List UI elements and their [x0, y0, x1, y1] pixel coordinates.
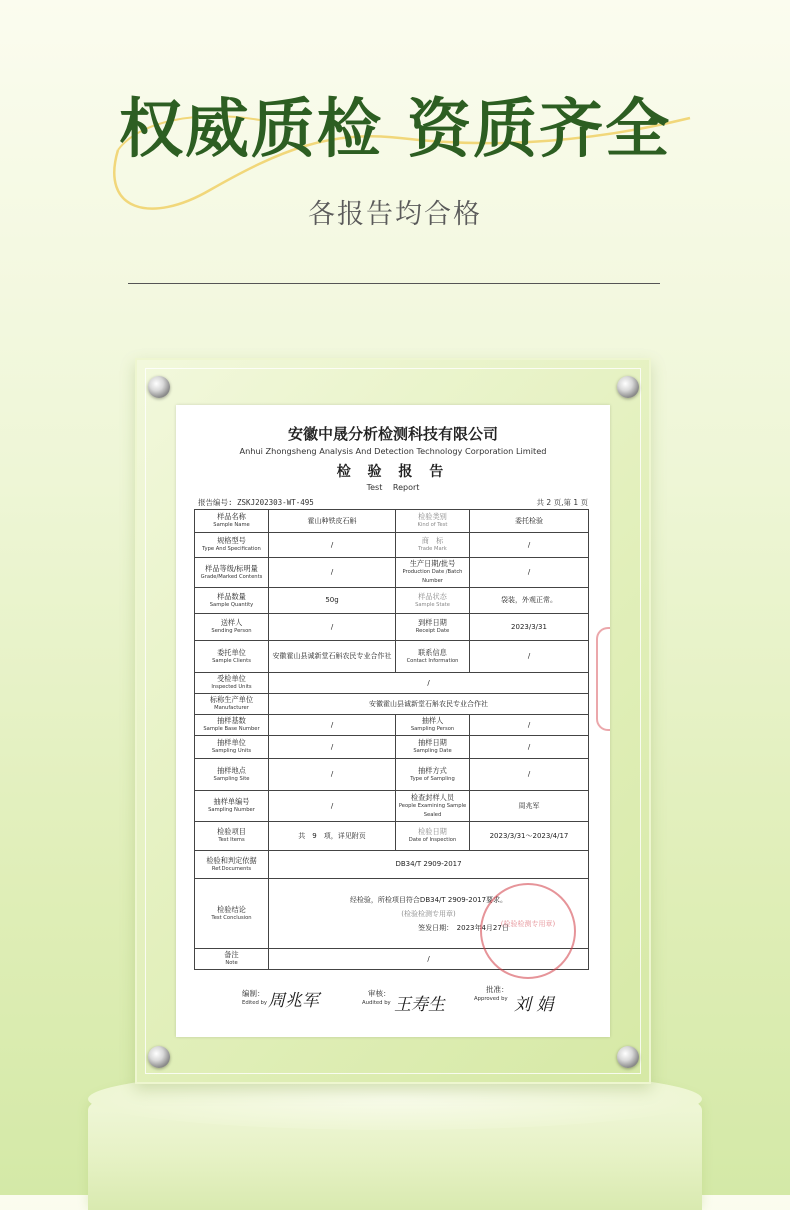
field-label: 抽样方式 Type of Sampling [396, 759, 470, 791]
field-value: 袋装，外观正常。 [470, 588, 589, 614]
field-value: DB34/T 2909-2017 [269, 851, 589, 879]
field-value: / [470, 736, 589, 759]
field-label: 委托单位 Sample Clients [195, 641, 269, 673]
field-value: / [269, 558, 396, 588]
field-label: 抽样人 Sampling Person [396, 715, 470, 736]
field-label: 检验项目 Test Items [195, 822, 269, 851]
table-row [195, 791, 589, 822]
field-label: 抽样日期 Sampling Date [396, 736, 470, 759]
field-value: 霍山种铁皮石斛 [269, 510, 396, 533]
report-number: 报告编号: ZSKJ202303-WT-495 [198, 498, 314, 507]
table-row [195, 715, 589, 736]
company-name-en: Anhui Zhongsheng Analysis And Detection Technology Corporation Limited [239, 446, 547, 456]
table-row [195, 759, 589, 791]
field-label: 抽样单位 Sampling Units [195, 736, 269, 759]
field-value: 2023/3/31～2023/4/17 [470, 822, 589, 851]
approved-by-signature: 刘 娟 [514, 995, 554, 1015]
approved-by-label: 批准： [486, 985, 509, 994]
field-label: 样品名称 Sample Name [195, 510, 269, 533]
field-label: 样品状态 Sample State [396, 588, 470, 614]
field-label: 商 标 Trade Mark [396, 533, 470, 558]
field-value: / [269, 949, 589, 970]
test-report-paper [176, 405, 610, 1037]
field-value: 50g [269, 588, 396, 614]
page-subtitle: 各报告均合格 [308, 199, 482, 230]
field-label: 样品数量 Sample Quantity [195, 588, 269, 614]
side-seal-stamp [596, 627, 610, 731]
field-value: 周兆军 [470, 791, 589, 822]
table-row [195, 851, 589, 879]
edited-by-signature: 周兆军 [268, 991, 319, 1011]
screw-bottom-right-icon [617, 1046, 639, 1068]
field-label: 抽样单编号 Sampling Number [195, 791, 269, 822]
audited-by-label: 审核： [368, 989, 391, 998]
field-label: 检验类别 Kind of Test [396, 510, 470, 533]
field-label: 检验日期 Date of Inspection [396, 822, 470, 851]
approved-by-label-en: Approved by [474, 996, 508, 1002]
field-value: / [269, 715, 396, 736]
field-label: 生产日期/批号 Production Date /Batch Number [396, 558, 470, 588]
page-headline: 权威质检 资质齐全 [118, 93, 672, 167]
screw-top-right-icon [617, 376, 639, 398]
field-label: 检验结论 Test Conclusion [195, 879, 269, 949]
table-row [195, 614, 589, 641]
table-row [195, 673, 589, 694]
field-label: 联系信息 Contact Information [396, 641, 470, 673]
field-value: / [269, 614, 396, 641]
audited-by-signature: 王寿生 [394, 995, 445, 1015]
field-label: 检查封样人员 People Examining Sample Sealed [396, 791, 470, 822]
table-row [195, 694, 589, 715]
field-value: 委托检验 [470, 510, 589, 533]
field-label: 抽样基数 Sample Base Number [195, 715, 269, 736]
edited-by-label-en: Edited by [242, 1000, 268, 1006]
field-value: / [269, 533, 396, 558]
field-value: / [470, 558, 589, 588]
field-value: / [269, 791, 396, 822]
table-row [195, 510, 589, 533]
conclusion-seal-note: (检验检测专用章) [401, 909, 456, 918]
official-seal-stamp [480, 883, 576, 979]
field-value: / [269, 736, 396, 759]
field-label: 样品等级/标明量 Grade/Marked Contents [195, 558, 269, 588]
company-name-zh: 安徽中晟分析检测科技有限公司 [287, 425, 498, 443]
field-label: 标称生产单位 Manufacturer [195, 694, 269, 715]
field-value: / [470, 533, 589, 558]
field-value: / [269, 673, 589, 694]
field-value: 安徽霍山县诚新堂石斛农民专业合作社 [269, 641, 396, 673]
table-row [195, 641, 589, 673]
issue-date: 签发日期： 2023年4月27日 [418, 923, 509, 932]
field-value: 2023/3/31 [470, 614, 589, 641]
table-row [195, 736, 589, 759]
field-value: / [470, 641, 589, 673]
divider [128, 283, 660, 284]
field-value: / [470, 759, 589, 791]
screw-top-left-icon [148, 376, 170, 398]
field-label: 规格型号 Type And Specification [195, 533, 269, 558]
report-title-en: Test Report [366, 483, 420, 492]
table-row [195, 822, 589, 851]
field-value: / [470, 715, 589, 736]
field-value: 共 9 项，详见附页 [269, 822, 396, 851]
audited-by-label-en: Audited by [362, 1000, 391, 1006]
page-info: 共 2 页,第 1 页 [536, 498, 588, 507]
field-label: 抽样地点 Sampling Site [195, 759, 269, 791]
signature-area [176, 982, 610, 1022]
official-seal-stamp-text: (检验检测专用章) [500, 920, 556, 928]
screw-bottom-left-icon [148, 1046, 170, 1068]
table-row [195, 533, 589, 558]
report-title-zh: 检 验 报 告 [336, 464, 450, 480]
edited-by-label: 编制： [242, 989, 265, 998]
table-row [195, 588, 589, 614]
field-value: 安徽霍山县诚新堂石斛农民专业合作社 [269, 694, 589, 715]
field-label: 受检单位 Inspected Units [195, 673, 269, 694]
field-label: 送样人 Sending Person [195, 614, 269, 641]
field-label: 备注 Note [195, 949, 269, 970]
field-label: 检验和判定依据 Ref.Documents [195, 851, 269, 879]
table-row [195, 558, 589, 588]
conclusion-text: 经检验，所检项目符合DB34/T 2909-2017要求。 [349, 895, 508, 904]
field-value: / [269, 759, 396, 791]
field-label: 到样日期 Receipt Date [396, 614, 470, 641]
